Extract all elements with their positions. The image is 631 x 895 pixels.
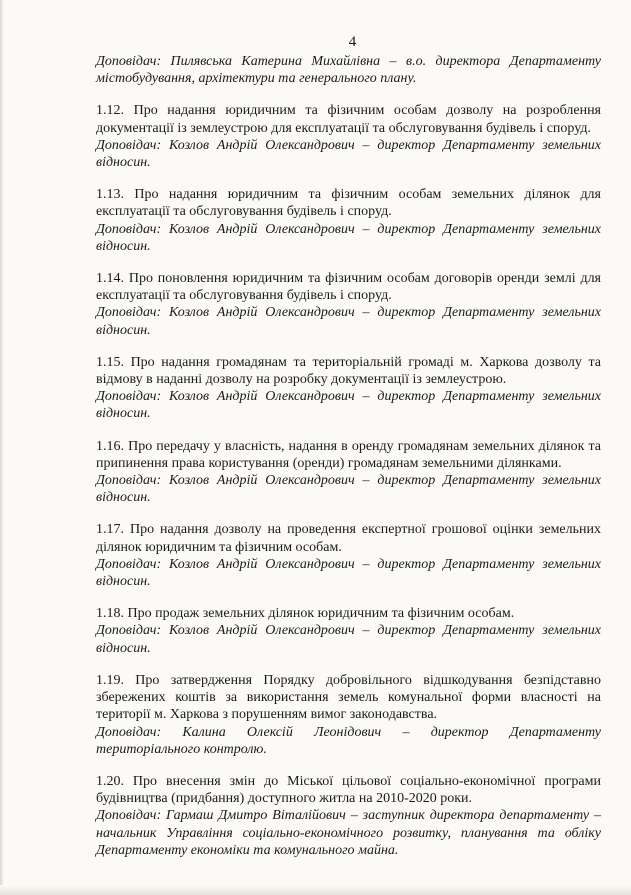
agenda-item-title: 1.12. Про надання юридичним та фізичним особам дозволу на розроблення документації із землеустрою для експлуатації та обслуговування будівель і споруд.	[96, 103, 601, 136]
agenda-item-speaker: Доповідач: Гармаш Дмитро Віталійович – заступник директора департаменту – начальник Управління соціально-економічного розвитку, планування та обліку Департаменту економіки та комунального майна.	[96, 808, 601, 858]
agenda-item-title: 1.14. Про поновлення юридичним та фізичним особам договорів оренди землі для експлуатації та обслуговування будівель і споруд.	[96, 271, 601, 304]
agenda-item-speaker: Доповідач: Козлов Андрій Олександрович – директор Департаменту земельних відносин.	[96, 623, 601, 656]
scan-edge-shadow	[0, 0, 4, 895]
agenda-item-speaker: Доповідач: Козлов Андрій Олександрович – директор Департаменту земельних відносин.	[96, 389, 601, 422]
agenda-item-1-13	[96, 186, 601, 255]
agenda-item-1-19	[96, 672, 601, 758]
agenda-item-speaker: Доповідач: Козлов Андрій Олександрович – директор Департаменту земельних відносин.	[96, 221, 601, 254]
agenda-item-title: 1.19. Про затвердження Порядку добровільного відшкодування безпідставно збережених коштів за використання земель комунальної форми власності на території м. Харкова з порушенням вимог законодавства.	[96, 672, 601, 723]
agenda-item-1-20	[96, 773, 601, 859]
page-number: 4	[348, 34, 357, 50]
agenda-item-speaker: Доповідач: Козлов Андрій Олександрович – директор Департаменту земельних відносин.	[96, 473, 601, 506]
agenda-item-title: 1.13. Про надання юридичним та фізичним особам земельних ділянок для експлуатації та обслуговування будівель і споруд.	[96, 187, 601, 220]
intro-speaker: Доповідач: Пилявська Катерина Михайлівна – в.о. директора Департаменту містобудування, архітектури та генерального плану.	[96, 54, 601, 87]
agenda-item-1-15	[96, 354, 601, 423]
agenda-item-speaker: Доповідач: Калина Олексій Леонідович – директор Департаменту територіального контролю.	[96, 724, 601, 757]
agenda-item-title: 1.20. Про внесення змін до Міської цільової соціально-економічної програми будівництва (придбання) доступного житла на 2010-2020 роки.	[96, 773, 601, 807]
agenda-item-1-14	[96, 270, 601, 339]
agenda-item-speaker: Доповідач: Козлов Андрій Олександрович – директор Департаменту земельних відносин.	[96, 556, 601, 590]
agenda-item-1-16	[96, 438, 601, 507]
agenda-item-title: 1.17. Про надання дозволу на проведення експертної грошової оцінки земельних ділянок юридичним та фізичним особам.	[96, 522, 601, 555]
agenda-item-1-18	[96, 605, 601, 657]
agenda-item-title: 1.18. Про продаж земельних ділянок юридичним та фізичним особам.	[96, 606, 515, 622]
agenda-item-speaker: Доповідач: Козлов Андрій Олександрович – директор Департаменту земельних відносин.	[96, 305, 601, 338]
agenda-item-1-12	[96, 102, 601, 171]
agenda-item-title: 1.16. Про передачу у власність, надання в оренду громадянам земельних ділянок та припинення права користування (оренди) громадянам земельними ділянками.	[96, 438, 601, 471]
agenda-item-speaker: Доповідач: Козлов Андрій Олександрович – директор Департаменту земельних відносин.	[96, 137, 601, 171]
agenda-item-1-17	[96, 521, 601, 590]
scan-bottom-edge	[0, 885, 631, 895]
agenda-item-title: 1.15. Про надання громадянам та територіальній громаді м. Харкова дозволу та відмову в наданні дозволу на розробку документації із землеустрою.	[96, 354, 601, 388]
